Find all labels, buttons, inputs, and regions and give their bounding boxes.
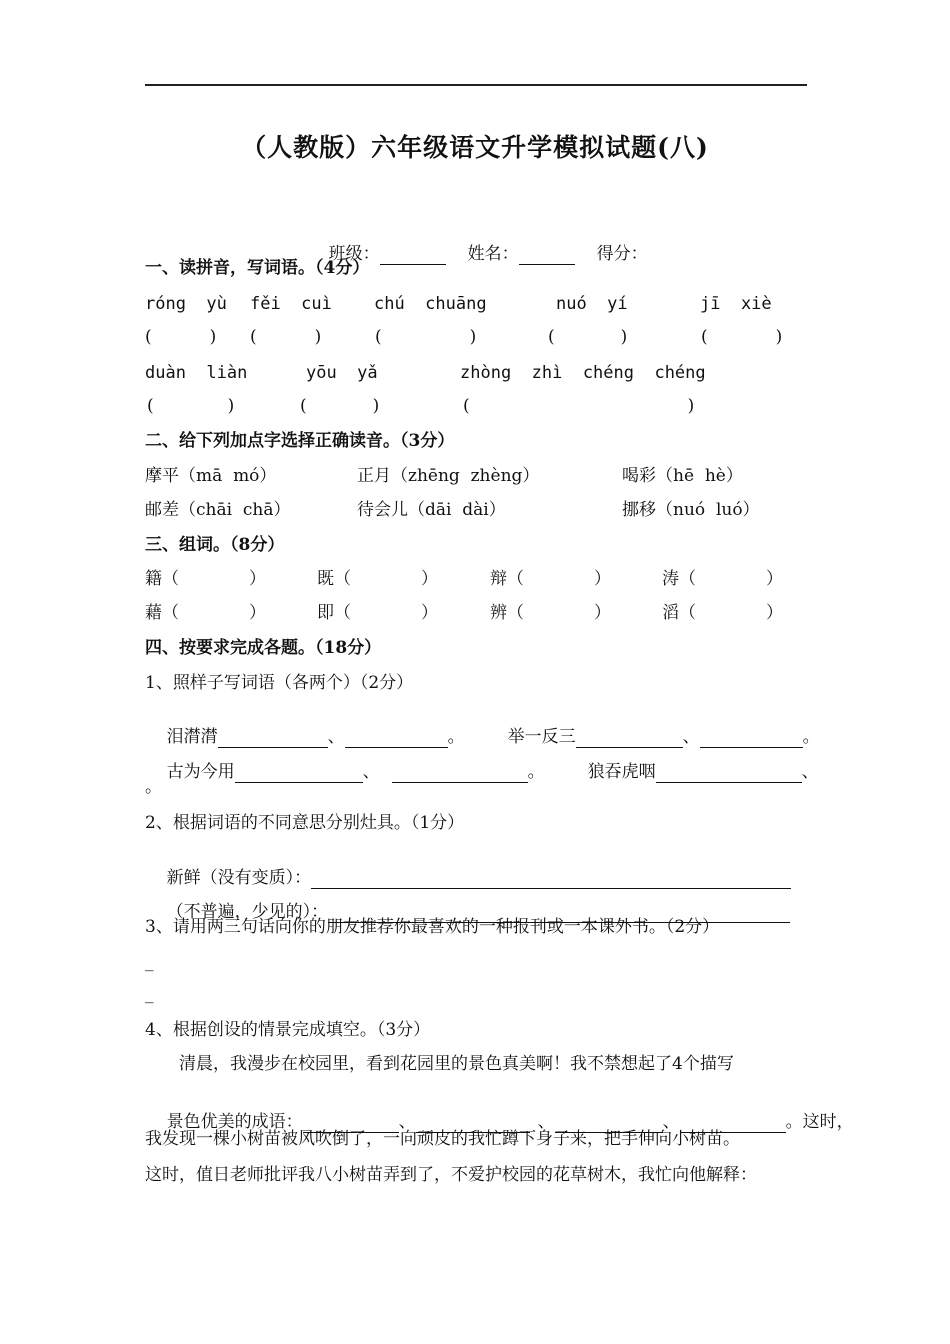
pinyin-7: yōu yǎ — [306, 363, 378, 383]
pinyin-2: fěi cuì — [250, 294, 332, 314]
reading-item-5: 待会儿（dāi dài） — [357, 500, 506, 520]
pinyin-8: zhòng zhì chéng chéng — [460, 363, 706, 383]
section-3-heading: 三、组词。（8分） — [145, 535, 285, 555]
word-group-8[interactable]: 滔（ ） — [662, 603, 783, 623]
answer-box-7[interactable]: ( ) — [300, 396, 380, 416]
pinyin-5: jī xiè — [700, 294, 772, 314]
reading-item-4: 邮差（chāi chā） — [145, 500, 291, 520]
name-field[interactable] — [519, 246, 575, 265]
answer-box-1[interactable]: ( ) — [145, 327, 217, 347]
page-title: （人教版）六年级语文升学模拟试题(八) — [241, 133, 709, 162]
q2-line-b: （不普遍，少见的）： — [145, 882, 790, 943]
q1-row-1b: 举一反三 、 。 — [507, 727, 820, 748]
q1-title: 1、照样子写词语（各两个）（2分） — [145, 673, 414, 693]
reading-item-6: 挪移（nuó luó） — [622, 500, 760, 520]
pinyin-1: róng yù — [145, 294, 227, 314]
q2-title: 2、根据词语的不同意思分别灶具。（1分） — [145, 813, 465, 833]
pinyin-3: chú chuāng — [374, 294, 487, 314]
q1-blank-6[interactable] — [392, 764, 528, 783]
reading-item-2: 正月（zhēng zhèng） — [357, 466, 540, 486]
name-label: 姓名： — [467, 244, 519, 265]
q1-row-2b: 狼吞虎咽 、 — [587, 762, 819, 783]
q1-row-1: 泪潸潸 、 。 — [166, 727, 465, 748]
q4-para-line-1: 清晨，我漫步在校园里，看到花园里的景色真美啊！我不禁想起了4个描写 — [179, 1054, 734, 1074]
reading-item-1: 摩平（mā mó） — [145, 466, 277, 486]
q1-row-3: 。 — [145, 777, 162, 797]
answer-box-3[interactable]: ( ) — [375, 327, 477, 347]
word-group-4[interactable]: 涛（ ） — [662, 569, 783, 589]
answer-box-2[interactable]: ( ) — [250, 327, 322, 347]
section-4-heading: 四、按要求完成各题。（18分） — [145, 638, 382, 658]
word-group-6[interactable]: 即（ ） — [317, 603, 438, 623]
answer-box-8[interactable]: ( ) — [463, 396, 695, 416]
reading-item-3: 喝彩（hē hè） — [622, 466, 743, 486]
top-rule — [145, 84, 807, 86]
pinyin-4: nuó yí — [556, 294, 628, 314]
class-label: 班级： — [328, 244, 380, 265]
q4-title: 4、根据创设的情景完成填空。（3分） — [145, 1020, 431, 1040]
class-field[interactable] — [380, 246, 446, 265]
q1-blank-7[interactable] — [656, 764, 802, 783]
answer-box-5[interactable]: ( ) — [701, 327, 783, 347]
word-group-3[interactable]: 辩（ ） — [490, 569, 611, 589]
q2-line-a: 新鲜（没有变质）： — [145, 848, 791, 909]
q4-para-line-3: 我发现一棵小树苗被风吹倒了，一向顽皮的我忙蹲下身子来，把手伸向小树苗。 — [145, 1129, 740, 1149]
q3-answer-line-2[interactable]: _ — [145, 984, 154, 1004]
q3-answer-line-1[interactable]: _ — [145, 952, 154, 972]
section-1-heading: 一、读拼音，写词语。（4分） — [145, 258, 370, 278]
q4-para-line-2: 景色优美的成语： 、 、 、 。这时， — [166, 1112, 854, 1133]
score-label: 得分： — [596, 244, 648, 265]
answer-box-6[interactable]: ( ) — [147, 396, 235, 416]
q3-title: 3、请用两三句话向你的朋友推荐你最喜欢的一种报刊或一本课外书。（2分） — [145, 917, 720, 937]
word-group-2[interactable]: 既（ ） — [317, 569, 438, 589]
word-group-1[interactable]: 籍（ ） — [145, 569, 266, 589]
answer-box-4[interactable]: ( ) — [548, 327, 628, 347]
word-group-5[interactable]: 藉（ ） — [145, 603, 266, 623]
q4-para-line-4: 这时，值日老师批评我八小树苗弄到了，不爱护校园的花草树木，我忙向他解释： — [145, 1165, 757, 1185]
word-group-7[interactable]: 辨（ ） — [490, 603, 611, 623]
q1-blank-5[interactable] — [235, 764, 363, 783]
section-2-heading: 二、给下列加点字选择正确读音。（3分） — [145, 431, 455, 451]
pinyin-6: duàn liàn — [145, 363, 248, 383]
q1-row-2: 古为今用 、 。 — [166, 762, 545, 783]
